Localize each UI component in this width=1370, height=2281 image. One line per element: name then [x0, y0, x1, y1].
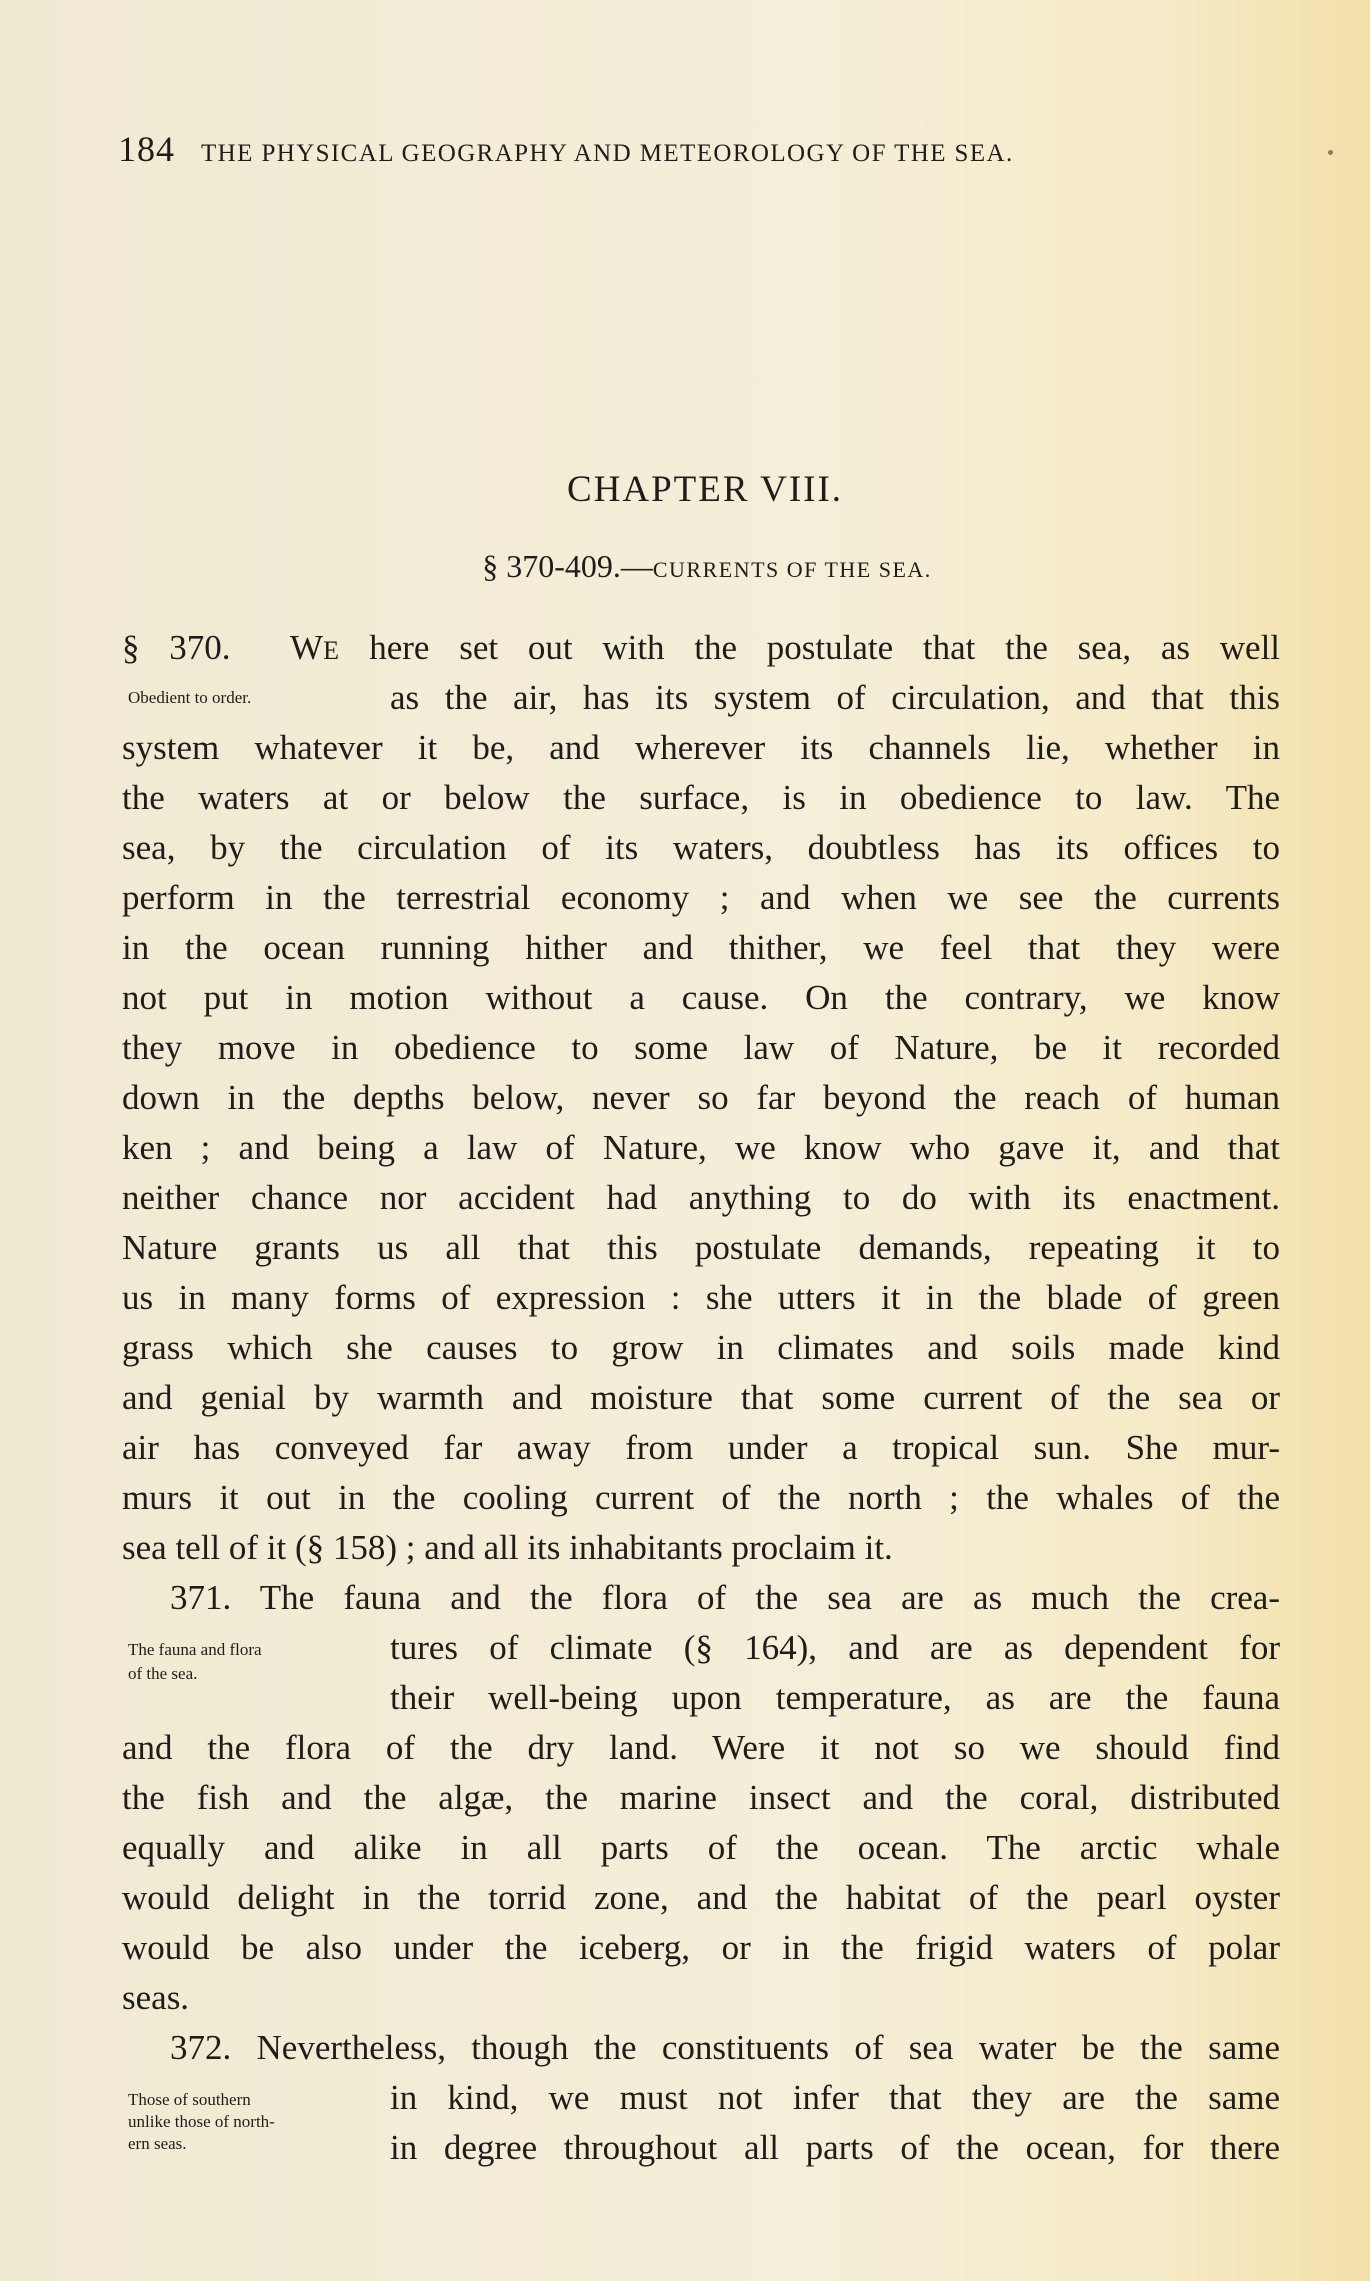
para370-line-18: murs it out in the cooling current of the north ; the whales of the — [122, 1478, 1280, 1517]
para371-line-8: would be also under the iceberg, or in the frigid waters of polar — [122, 1928, 1280, 1967]
chapter-title: CHAPTER VIII. — [566, 469, 844, 510]
running-title: THE PHYSICAL GEOGRAPHY AND METEOROLOGY OF THE SEA. — [201, 140, 1014, 167]
para371-line-9: seas. — [122, 1978, 190, 2017]
para370-line-11: ken ; and being a law of Nature, we know who gave it, and that — [122, 1128, 1280, 1167]
page-number: 184 — [118, 129, 175, 169]
para371-line-1: 371. The fauna and the flora of the sea are as much the crea- — [170, 1578, 1280, 1617]
para371-line-2: tures of climate (§ 164), and are as dependent for — [390, 1628, 1280, 1667]
section-number: § 370. — [122, 628, 231, 667]
para370-line-8: not put in motion without a cause. On the contrary, we know — [122, 978, 1280, 1017]
section-range: § 370-409.— — [482, 548, 653, 584]
para370-line-13: Nature grants us all that this postulate demands, repeating it to — [122, 1228, 1280, 1267]
para370-line-19: sea tell of it (§ 158) ; and all its inhabitants proclaim it. — [122, 1528, 893, 1567]
running-head — [118, 128, 1228, 170]
para370-line-16: and genial by warmth and moisture that some current of the sea or — [122, 1378, 1280, 1417]
para372-line-2: in kind, we must not infer that they are the same — [390, 2078, 1280, 2117]
para371-line-4: and the flora of the dry land. Were it not so we should find — [122, 1728, 1280, 1767]
para371-line-7: would delight in the torrid zone, and the habitat of the pearl oyster — [122, 1878, 1280, 1917]
para370-line-15: grass which she causes to grow in climates and soils made kind — [122, 1328, 1280, 1367]
para370-line-10: down in the depths below, never so far beyond the reach of human — [122, 1078, 1280, 1117]
para370-line-12: neither chance nor accident had anything to do with its enactment. — [122, 1178, 1280, 1217]
smallcaps-letter: E — [323, 636, 340, 665]
para370-line-9: they move in obedience to some law of Nature, be it recorded — [122, 1028, 1280, 1067]
dropcap-letter: W — [290, 628, 324, 667]
margin-note-southern-1: Those of southern — [128, 2090, 251, 2109]
para370-line-5: sea, by the circulation of its waters, doubtless has its offices to — [122, 828, 1280, 867]
para370-line-17: air has conveyed far away from under a tropical sun. She mur- — [122, 1428, 1280, 1467]
margin-note-southern-2: unlike those of north- — [128, 2112, 275, 2131]
margin-note-fauna-2: of the sea. — [128, 1664, 198, 1683]
margin-note-southern-3: ern seas. — [128, 2134, 187, 2153]
margin-note-obedient: Obedient to order. — [128, 688, 252, 707]
para372-line-3: in degree throughout all parts of the ocean, for there — [390, 2128, 1280, 2167]
para371-line-5: the fish and the algæ, the marine insect and the coral, distributed — [122, 1778, 1280, 1817]
para370-line-1-text: here set out with the postulate that the sea, as well — [369, 628, 1281, 667]
para370-line-7: in the ocean running hither and thither, we feel that they were — [122, 928, 1280, 967]
para370-line-2: as the air, has its system of circulation, and that this — [390, 678, 1280, 717]
section-title: CURRENTS OF THE SEA. — [652, 557, 932, 582]
para370-line-6: perform in the terrestrial economy ; and when we see the currents — [122, 878, 1280, 917]
margin-note-fauna-1: The fauna and flora — [128, 1640, 262, 1659]
page-speck — [1328, 150, 1333, 155]
para371-line-3: their well-being upon temperature, as are the fauna — [390, 1678, 1280, 1717]
para370-line-14: us in many forms of expression : she utters it in the blade of green — [122, 1278, 1280, 1317]
para370-line-4: the waters at or below the surface, is in obedience to law. The — [122, 778, 1280, 817]
para372-line-1: 372. Nevertheless, though the constituents of sea water be the same — [170, 2028, 1280, 2067]
para370-line-3: system whatever it be, and wherever its channels lie, whether in — [122, 728, 1280, 767]
section-heading — [0, 548, 1370, 585]
para370-line-1 — [122, 624, 1280, 675]
para371-line-6: equally and alike in all parts of the ocean. The arctic whale — [122, 1828, 1280, 1867]
